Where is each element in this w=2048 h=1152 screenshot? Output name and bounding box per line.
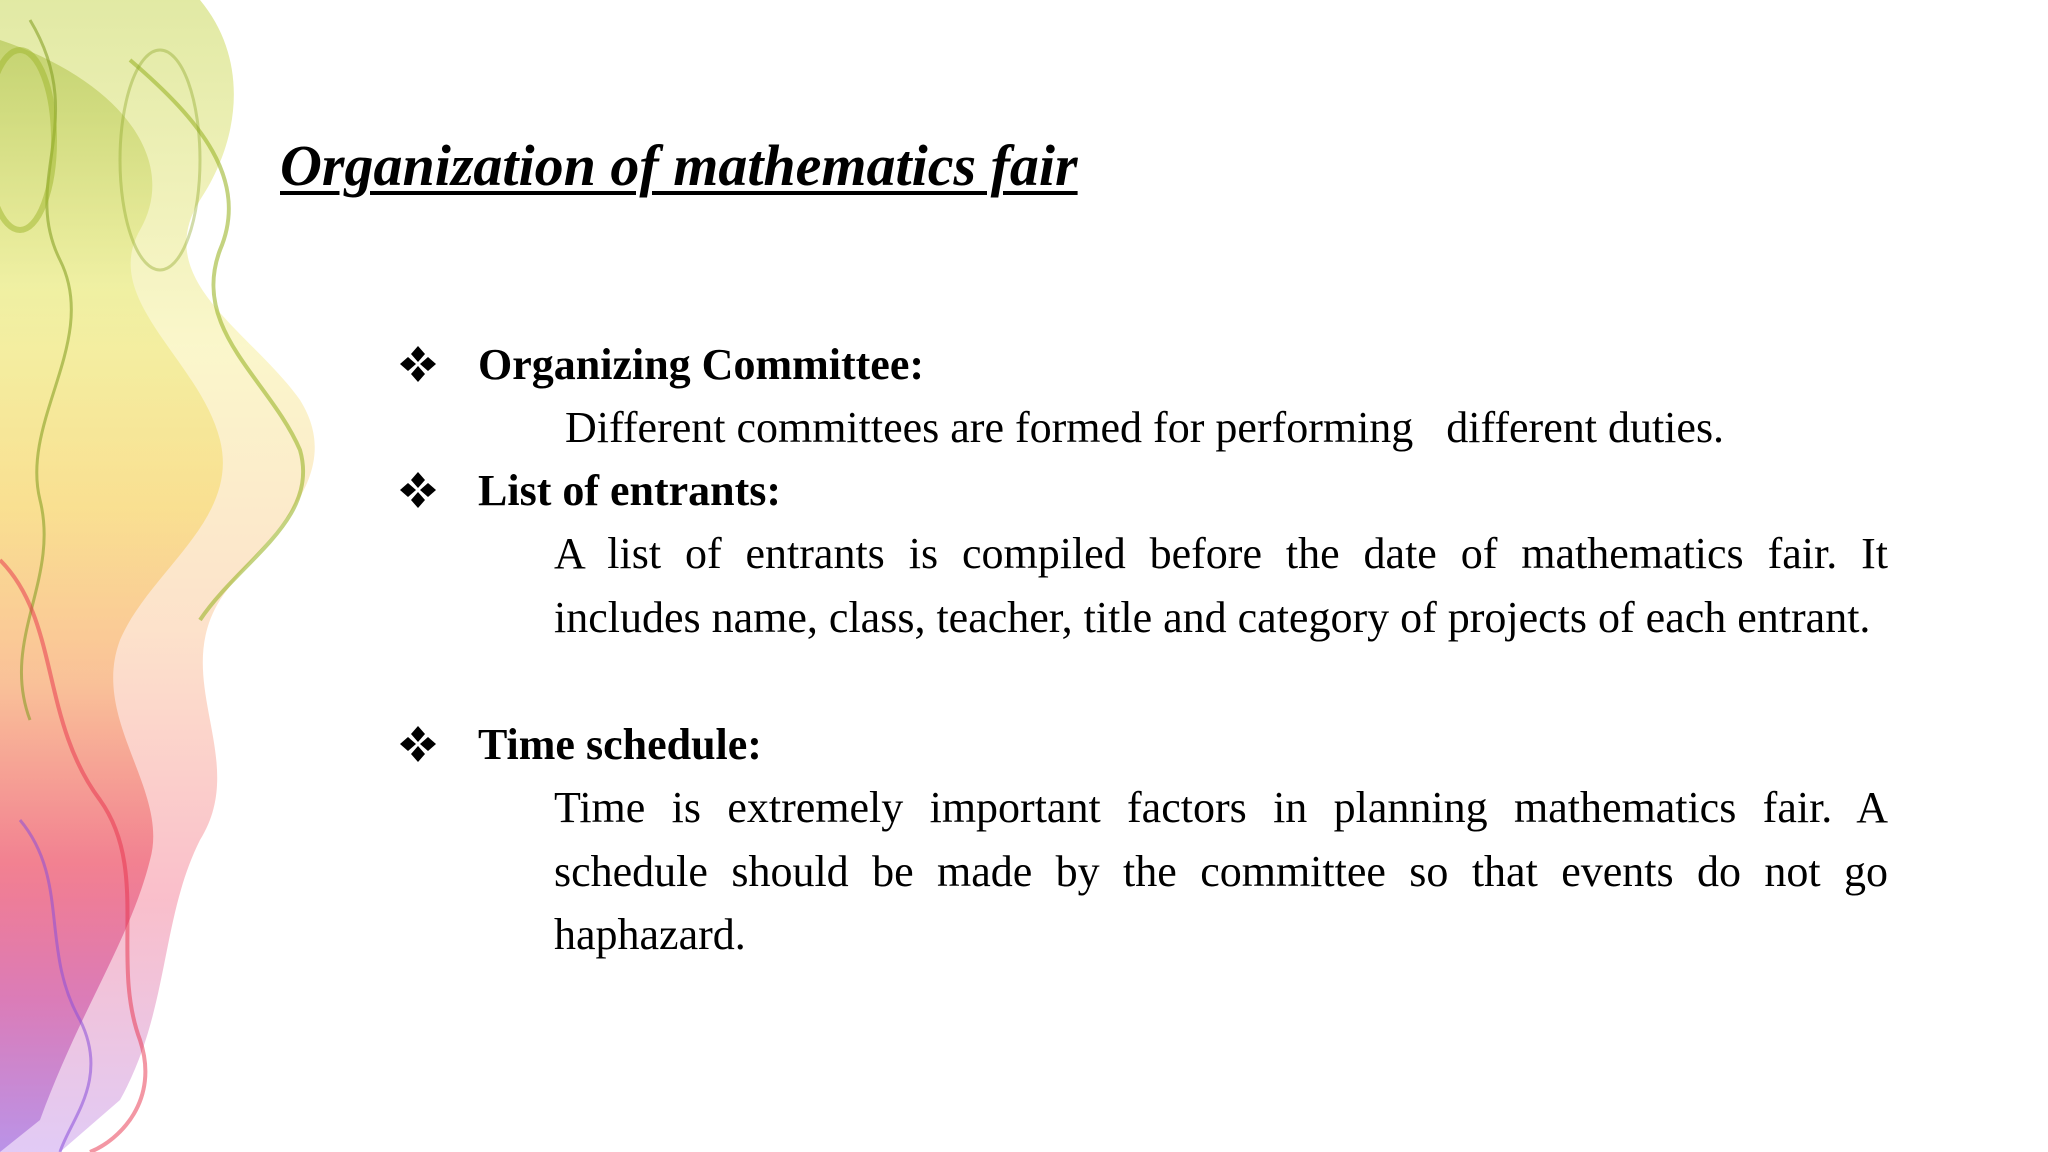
section-body: Different committees are formed for performing different duties. — [565, 403, 1725, 452]
four-diamond-bullet-icon — [398, 470, 438, 510]
section-body: Time is extremely important factors in planning mathematics fair. A schedule should be made by the committee so that events do not go haphazard. — [554, 783, 1888, 959]
section-heading: Organizing Committee: — [478, 339, 924, 389]
section-organizing-committee — [398, 334, 924, 394]
section-list-of-entrants — [398, 460, 781, 520]
section-heading: List of entrants: — [478, 465, 782, 515]
slide-title: Organization of mathematics fair — [280, 133, 1078, 198]
section-heading: Time schedule: — [478, 719, 762, 769]
four-diamond-bullet-icon — [398, 344, 438, 384]
section-body: A list of entrants is compiled before the date of mathematics fair. It includes name, class, teacher, title and category of projects of each entrant. — [554, 529, 1888, 642]
four-diamond-bullet-icon — [398, 724, 438, 764]
section-time-schedule — [398, 714, 762, 774]
